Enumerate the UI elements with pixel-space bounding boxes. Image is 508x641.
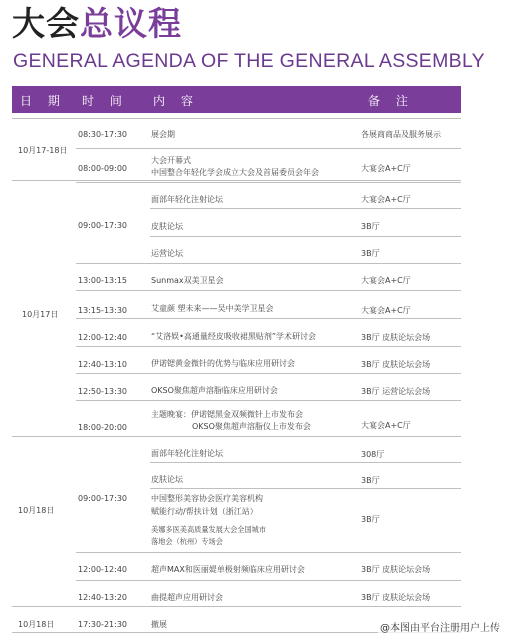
row-time: 12:40-13:10 — [78, 360, 127, 369]
row-divider — [76, 148, 461, 149]
row-content: 中国整形美容协会医疗美容机构 — [151, 494, 263, 503]
row-divider — [76, 290, 461, 291]
row-note: 3B厅 — [361, 476, 380, 485]
row-divider — [76, 182, 461, 183]
page-subtitle: GENERAL AGENDA OF THE GENERAL ASSEMBLY — [13, 50, 485, 72]
header-time: 时 间 — [82, 94, 128, 108]
row-content: 主题晚宴：伊诺锶黑金双频微针上市发布会 — [151, 410, 303, 419]
row-note: 大宴会A+C厅 — [361, 421, 411, 430]
row-date: 10月18日 — [18, 620, 55, 629]
row-time: 12:00-12:40 — [78, 333, 127, 342]
row-note: 308厅 — [361, 450, 385, 459]
row-note: 大宴会A+C厅 — [361, 276, 411, 285]
row-content: Sunmax双美卫星会 — [151, 276, 224, 285]
row-content: 面部年轻化注射论坛 — [151, 449, 223, 458]
row-divider — [76, 318, 461, 319]
row-time: 17:30-21:30 — [78, 620, 127, 629]
row-note: 大宴会A+C厅 — [361, 164, 411, 173]
row-note: 3B厅 — [361, 515, 380, 524]
row-time: 08:00-09:00 — [78, 164, 127, 173]
row-content: 展会期 — [151, 130, 175, 139]
watermark: @本图由平台注册用户上传 — [378, 618, 502, 635]
row-divider — [150, 236, 461, 237]
row-time: 12:00-12:40 — [78, 565, 127, 574]
row-divider — [76, 263, 461, 264]
row-content: 皮肤论坛 — [151, 475, 183, 484]
row-content: 艾童颜 塑未来——吴中美学卫星会 — [151, 304, 274, 313]
row-note: 3B厅 皮肤论坛会场 — [361, 565, 431, 574]
page-title — [12, 4, 182, 44]
row-date: 10月18日 — [18, 506, 55, 515]
row-note: 各展商商品及服务展示 — [361, 130, 441, 139]
row-note: 3B厅 — [361, 249, 380, 258]
row-divider — [76, 552, 461, 553]
row-content: 落地会（杭州）专场会 — [151, 537, 223, 546]
row-divider — [76, 400, 461, 401]
row-divider — [150, 462, 461, 463]
row-date: 10月17日 — [22, 310, 59, 319]
row-note: 3B厅 皮肤论坛会场 — [361, 360, 431, 369]
title-part-2: 总议程 — [80, 4, 182, 43]
row-divider — [150, 488, 461, 489]
table-header — [12, 86, 461, 113]
row-content: 大会开幕式 — [151, 156, 191, 165]
row-date: 10月17-18日 — [18, 146, 68, 155]
row-divider — [12, 436, 461, 437]
row-content: OKSO聚焦超声溶脂仪上市发布会 — [192, 422, 311, 431]
row-content: “艾洛娱•高通量经皮吸收裙黑贴剂”学术研讨会 — [151, 332, 317, 341]
row-note: 大宴会A+C厅 — [361, 306, 411, 315]
row-time: 12:40-13:20 — [78, 593, 127, 602]
row-divider — [76, 580, 461, 581]
row-divider — [12, 180, 461, 181]
row-content: OKSO聚焦超声溶脂临床应用研讨会 — [151, 386, 278, 395]
row-time: 09:00-17:30 — [78, 494, 127, 503]
row-time: 08:30-17:30 — [78, 130, 127, 139]
row-time: 09:00-17:30 — [78, 221, 127, 230]
row-note: 3B厅 运营论坛会场 — [361, 387, 431, 396]
row-time: 13:00-13:15 — [78, 276, 127, 285]
row-content: 赋能行动/帮扶计划（浙江站） — [151, 507, 258, 516]
header-content: 内 容 — [153, 94, 199, 108]
row-content: 中国整合年轻化学会成立大会及首届委员会年会 — [151, 168, 319, 177]
row-divider — [12, 606, 461, 607]
row-content: 面部年轻化注射论坛 — [151, 195, 223, 204]
header-date: 日 期 — [20, 94, 66, 108]
row-time: 13:15-13:30 — [78, 306, 127, 315]
row-time: 18:00-20:00 — [78, 423, 127, 432]
row-divider — [12, 118, 461, 119]
row-divider — [150, 208, 461, 209]
row-divider — [76, 373, 461, 374]
row-time: 12:50-13:30 — [78, 387, 127, 396]
row-content: 皮肤论坛 — [151, 222, 183, 231]
row-content: 撤展 — [151, 620, 167, 629]
row-note: 3B厅 — [361, 222, 380, 231]
header-note: 备 注 — [368, 94, 414, 108]
row-note: 3B厅 皮肤论坛会场 — [361, 333, 431, 342]
row-content: 曲提超声应用研讨会 — [151, 593, 223, 602]
row-content: 超声MAX和医丽媞单极射频临床应用研讨会 — [151, 565, 305, 574]
row-content: 运营论坛 — [151, 249, 183, 258]
row-note: 大宴会A+C厅 — [361, 195, 411, 204]
row-divider — [76, 346, 461, 347]
row-content: 伊诺锶黄金微针的优势与临床应用研讨会 — [151, 359, 295, 368]
title-part-1: 大会 — [12, 4, 80, 43]
row-content: 美娜多医美高质量发展大会全国城市 — [151, 525, 267, 534]
row-note: 3B厅 皮肤论坛会场 — [361, 593, 431, 602]
